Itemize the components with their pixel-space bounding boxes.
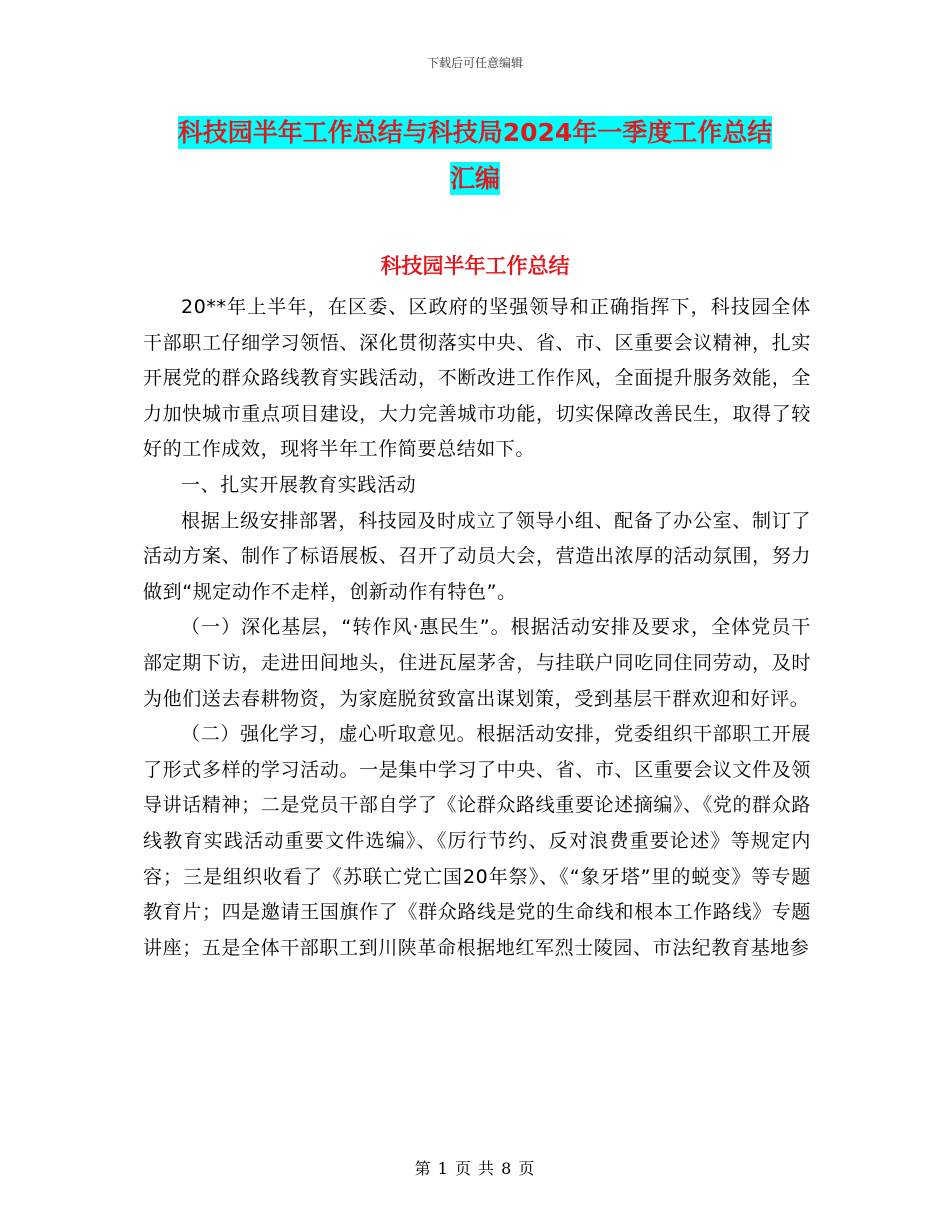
paragraph: （一）深化基层，“转作风·惠民生”。根据活动安排及要求，全体党员干部定期下访，走进田间地头，住进瓦屋茅舍，与挂联户同吃同住同劳动，及时为他们送去春耕物资，为家庭脱贫致富出谋划策，受到基层干群欢迎和好评。 xyxy=(143,616,811,710)
paragraph: 20**年上半年，在区委、区政府的坚强领导和正确指挥下，科技园全体干部职工仔细学习领悟、深化贯彻落实中央、省、市、区重要会议精神，扎实开展党的群众路线教育实践活动，不断改进工作作风，全面提升服务效能，全力加快城市重点项目建设，大力完善城市功能，切实保障改善民生，取得了较好的工作成效，现将半年工作简要总结如下。 xyxy=(143,296,811,461)
document-title-line-1: 科技园半年工作总结与科技局2024年一季度工作总结 xyxy=(177,118,773,147)
paragraph-heading: 一、扎实开展教育实践活动 xyxy=(181,473,417,496)
document-title xyxy=(0,110,950,202)
section-title: 科技园半年工作总结 xyxy=(380,254,570,278)
document-title-line-2: 汇编 xyxy=(449,164,500,193)
page-number: 第 1 页 共 8 页 xyxy=(414,1159,536,1178)
paragraph: 根据上级安排部署，科技园及时成立了领导小组、配备了办公室、制订了活动方案、制作了标语展板、召开了动员大会，营造出浓厚的活动氛围，努力做到“规定动作不走样，创新动作有特色”。 xyxy=(143,509,811,603)
document-body xyxy=(143,290,811,966)
header-note: 下载后可任意编辑 xyxy=(426,56,523,70)
paragraph: （二）强化学习，虚心听取意见。根据活动安排，党委组织干部职工开展了形式多样的学习活动。一是集中学习了中央、省、市、区重要会议文件及领导讲话精神；二是党员干部自学了《论群众路线重要论述摘编》、《党的群众路线教育实践活动重要文件选编》、《厉行节约、反对浪费重要论述》等规定内容；三是组织收看了《苏联亡党亡国20年祭》、《“象牙塔”里的蜕变》等专题教育片；四是邀请王国旗作了《群众路线是党的生命线和根本工作路线》专题讲座；五是全体干部职工到川陕革命根据地红军烈士陵园、市法纪教育基地参 xyxy=(143,723,811,959)
